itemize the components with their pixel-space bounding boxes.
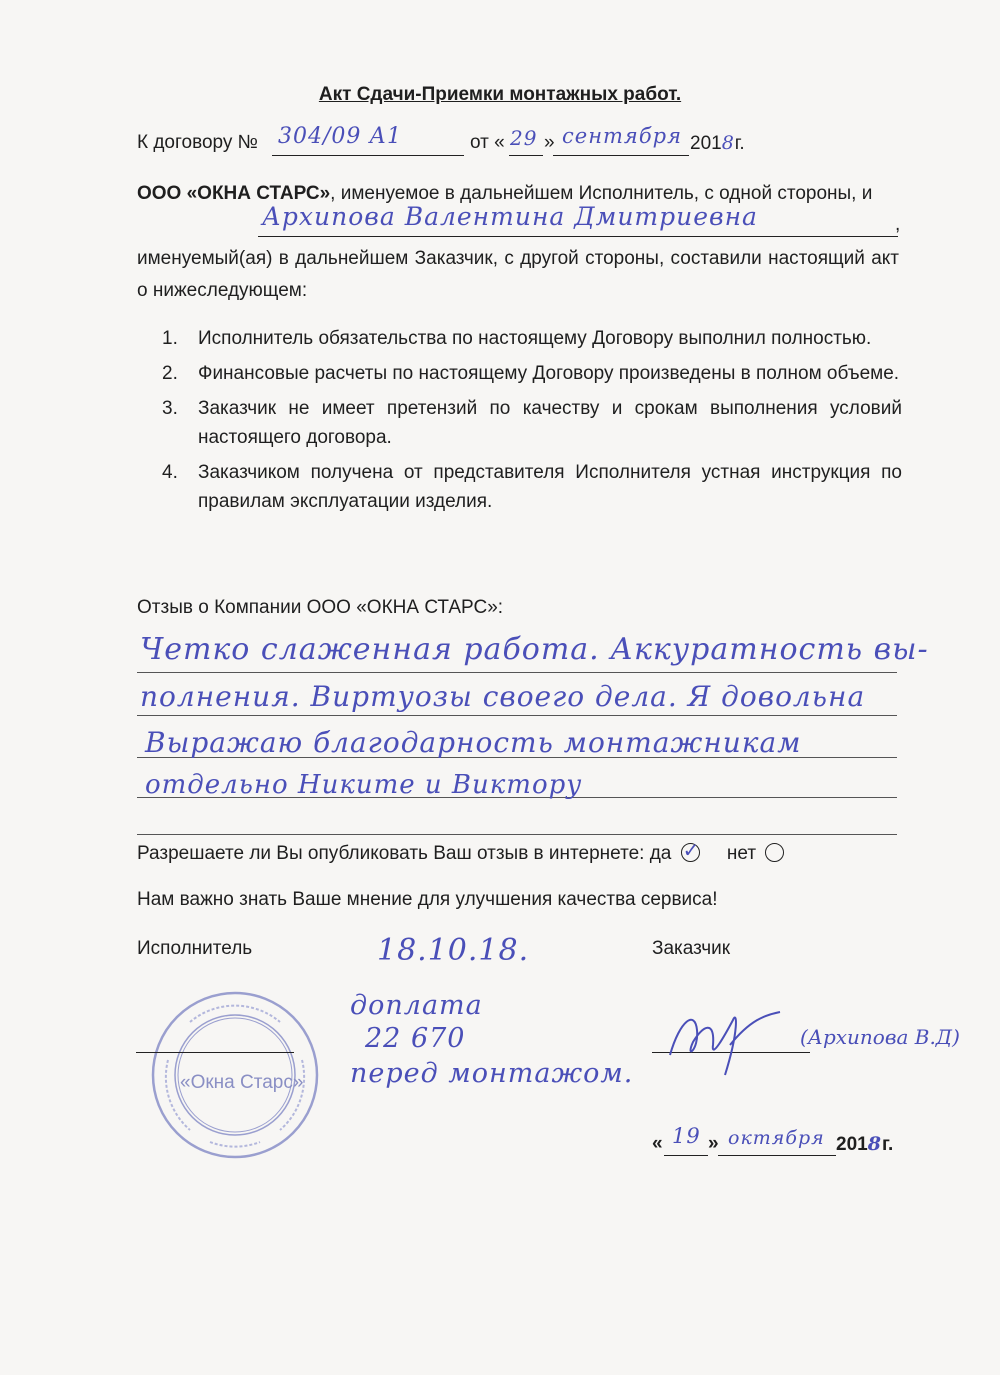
contract-day-underline — [509, 155, 543, 156]
contract-prefix: К договору № — [137, 132, 259, 153]
review-rule — [137, 672, 897, 673]
terms-list — [162, 324, 902, 522]
client-name-comma: , — [895, 214, 901, 235]
intro-line-1: ООО «ОКНА СТАРС», именуемое в дальнейшем Исполнитель, с одной стороны, и — [137, 183, 873, 204]
publish-no-label: нет — [726, 843, 757, 864]
signature-month-underline — [718, 1155, 836, 1156]
executor-label: Исполнитель — [137, 938, 253, 959]
list-item: 1. Исполнитель обязательства по настоящему Договору выполнил полностью. — [162, 328, 872, 349]
client-name-underline — [258, 236, 898, 237]
contract-month: сентября — [562, 124, 683, 148]
contract-number: 304/09 А1 — [278, 124, 403, 149]
contract-quote-close: » — [544, 132, 555, 153]
contract-year: 2018г. — [690, 132, 745, 154]
publish-no-checkbox[interactable] — [765, 843, 784, 862]
handwritten-note-line: перед монтажом. — [350, 1058, 634, 1089]
handwritten-note-line: 22 670 — [365, 1023, 466, 1054]
signature-year: 2018г. — [836, 1133, 894, 1155]
handwritten-note-line: доплата — [350, 990, 483, 1021]
handwritten-date: 18.10.18. — [377, 933, 530, 968]
customer-signature — [655, 1000, 795, 1080]
signature-day: 19 — [672, 1124, 701, 1148]
stamp-text: «Окна Старс» — [180, 1072, 304, 1093]
signature-date-close: » — [708, 1133, 719, 1154]
review-rule — [137, 834, 897, 835]
customer-signature-name: (Архипова В.Д) — [800, 1025, 960, 1049]
review-text-line: полнения. Виртуозы своего дела. Я довольна — [140, 680, 866, 713]
executor-signature-line — [136, 1052, 294, 1053]
review-label: Отзыв о Компании ООО «ОКНА СТАРС»: — [137, 597, 504, 618]
signature-month: октября — [728, 1127, 825, 1149]
contract-number-underline — [272, 155, 464, 156]
list-item: 4. Заказчиком получена от представителя Исполнителя устная инструкция по правилам эксплуатации изделия. — [162, 462, 902, 512]
review-rule — [137, 715, 897, 716]
signature-date-open: « — [652, 1133, 663, 1154]
publish-question: Разрешаете ли Вы опубликовать Ваш отзыв в интернете: да ✓ нет — [137, 843, 784, 865]
publish-yes-checkbox[interactable] — [681, 838, 700, 862]
list-item: 2. Финансовые расчеты по настоящему Договору произведены в полном объеме. — [162, 363, 900, 384]
list-item: 3. Заказчик не имеет претензий по качеству и срокам выполнения условий настоящего договора. — [162, 398, 902, 448]
customer-label: Заказчик — [652, 938, 731, 959]
signature-day-underline — [664, 1155, 708, 1156]
review-text-line: отдельно Никите и Виктору — [145, 770, 583, 800]
contract-month-underline — [553, 155, 689, 156]
intro-line-2: именуемый(ая) в дальнейшем Заказчик, с другой стороны, составили настоящий акт о нижеследующем: — [137, 248, 899, 301]
checkmark-icon: ✓ — [682, 838, 700, 862]
client-name: Архипова Валентина Дмитриевна — [262, 202, 758, 231]
review-text-line: Выражаю благодарность монтажникам — [145, 726, 802, 759]
contract-day: 29 — [510, 126, 538, 150]
contract-from: от « — [470, 132, 505, 153]
review-text-line: Четко слаженная работа. Аккуратность вы- — [140, 632, 929, 667]
document-title: Акт Сдачи-Приемки монтажных работ. — [318, 84, 682, 105]
slogan: Нам важно знать Ваше мнение для улучшения качества сервиса! — [137, 889, 718, 910]
